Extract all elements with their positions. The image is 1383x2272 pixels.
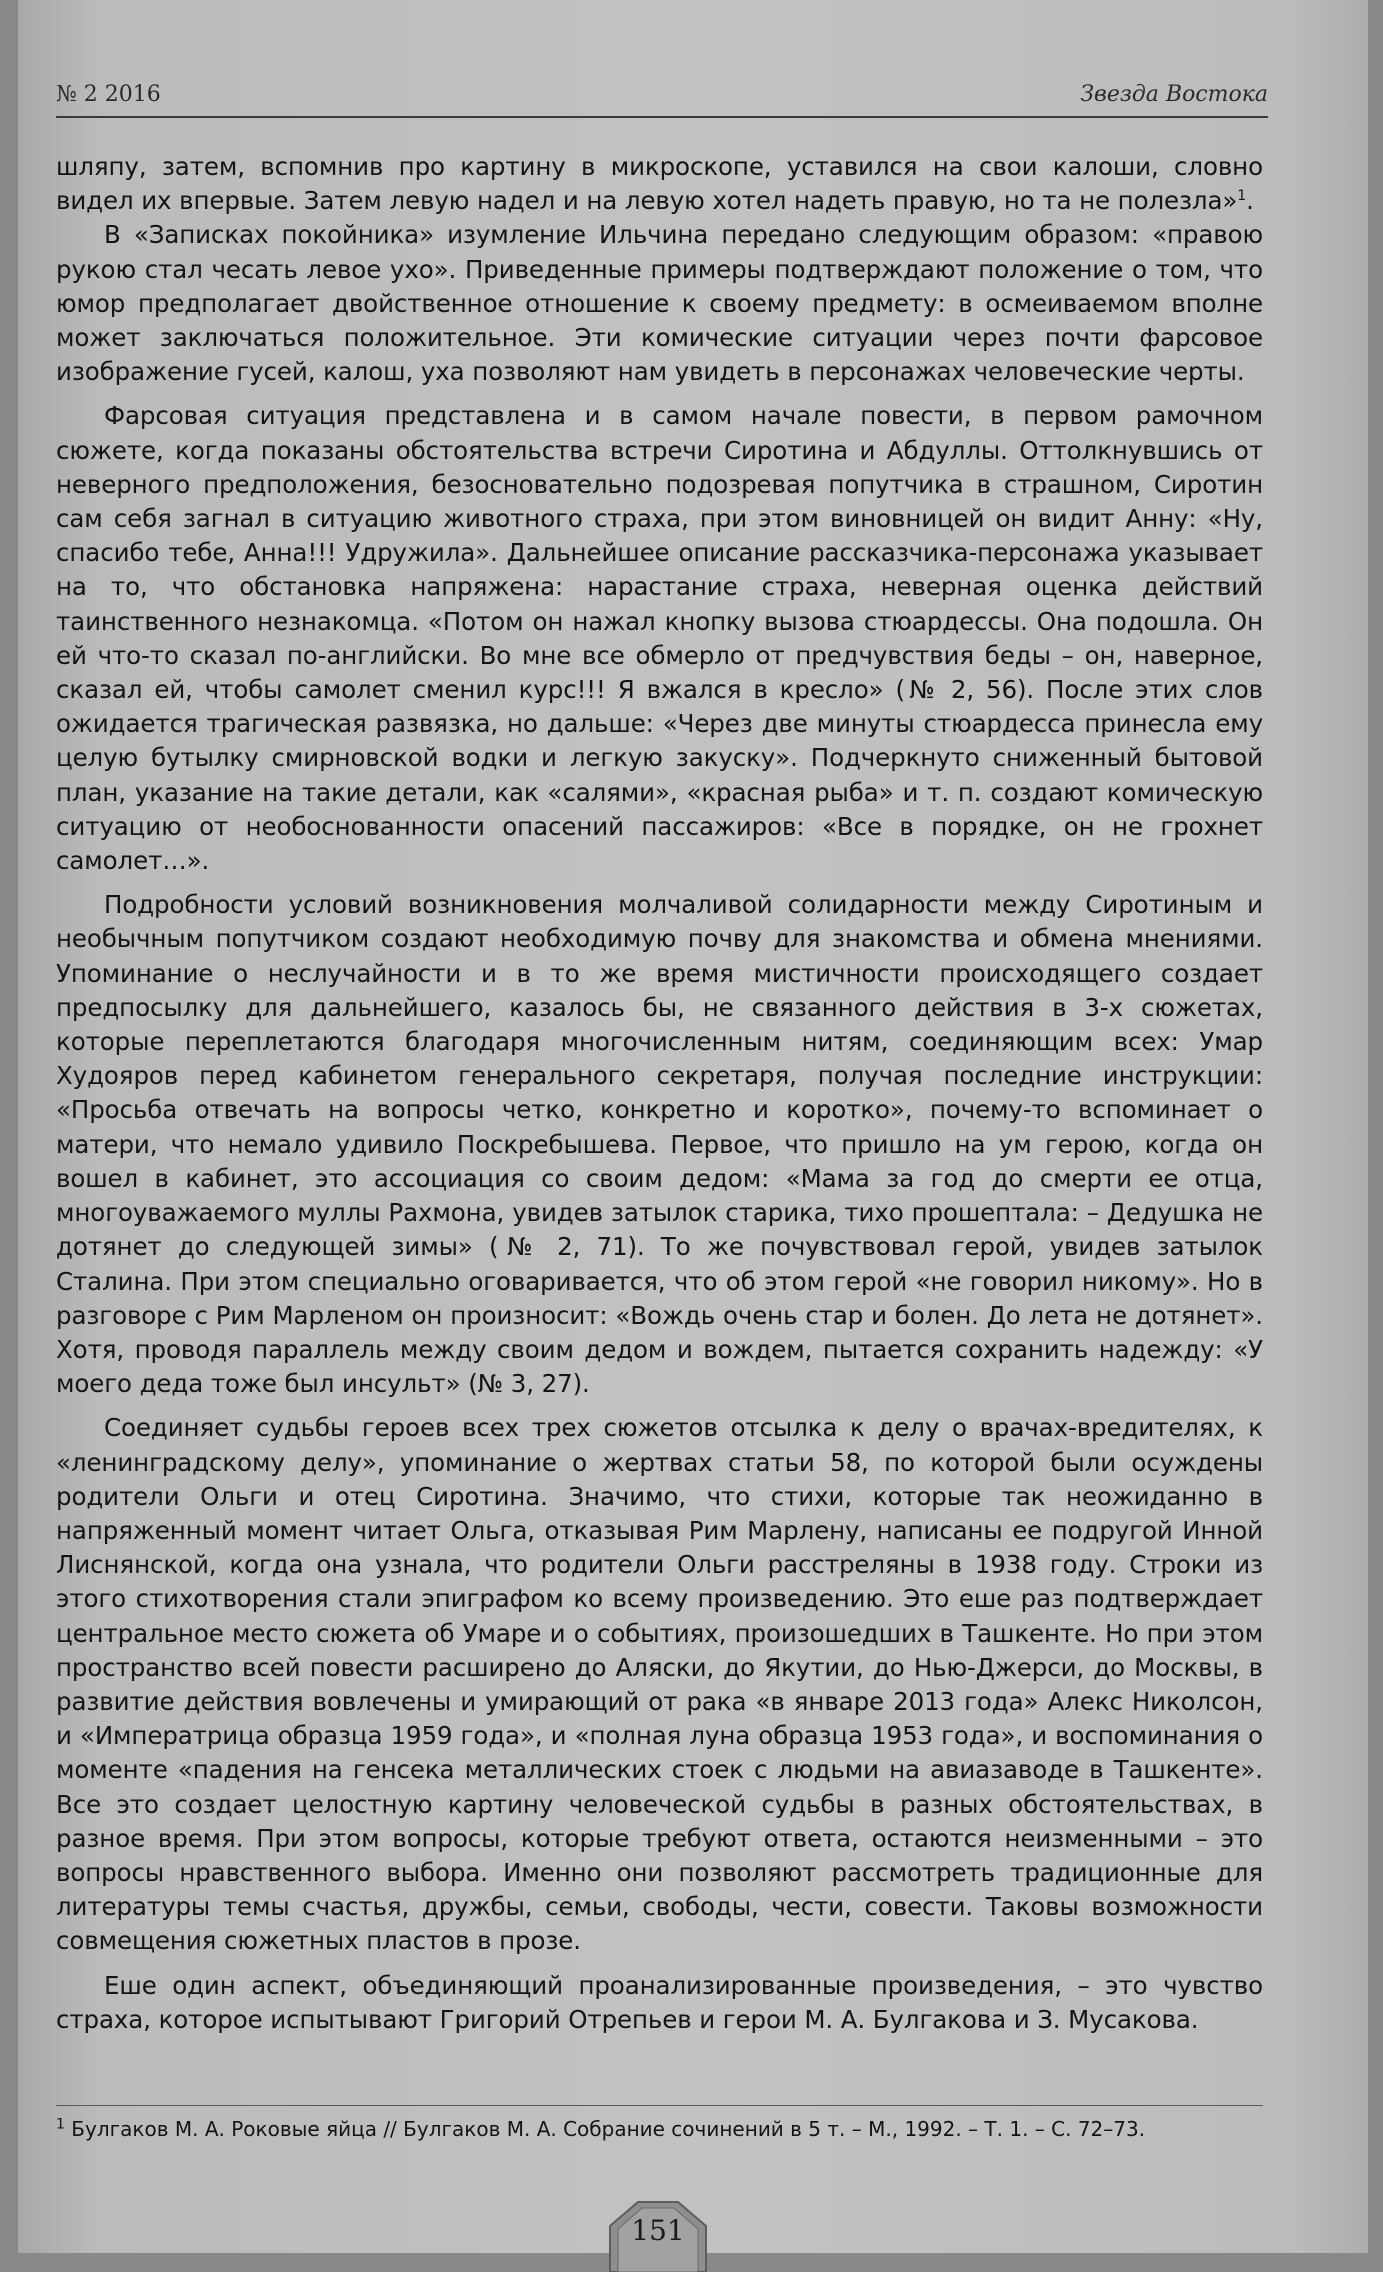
paragraph-1 [56,150,1263,218]
paragraph-3: Фарсовая ситуация представлена и в самом начале повести, в первом рамочном сюжете, когда показаны обстоятельства встречи Сиротина и Абдуллы. Оттолкнувшись от неверного предположения, безосновательно подозревая попутчика в страшном, Сиротин сам себя загнал в ситуацию животного страха, при этом виновницей он видит Анну: «Ну, спасибо тебе, Анна!!! Удружила». Дальнейшее описание рассказчика-персонажа указывает на то, что обстановка напряжена: нарастание страха, неверная оценка действий таинственного незнакомца. «Потом он нажал кнопку вызова стюардессы. Она подошла. Он ей что-то сказал по-английски. Во мне все обмерло от предчувствия беды – он, наверное, сказал ей, чтобы самолет сменил курс!!! Я вжался в кресло» (№ 2, 56). После этих слов ожидается трагическая развязка, но дальше: «Через две минуты стюардесса принесла ему целую бутылку смирновской водки и легкую закуску». Подчеркнуто сниженный бытовой план, указание на такие детали, как «салями», «красная рыба» и т. п. создают комическую ситуацию от необоснованности опасений пассажиров: «Все в порядке, он не грохнет самолет…». [56,401,1263,876]
paragraph-4: Подробности условий возникновения молчаливой солидарности между Сиротиным и необычным попутчиком создают необходимую почву для знакомства и обмена мнениями. Упоминание о неслучайности и в то же время мистичности происходящего создает предпосылку для дальнейшего, казалось бы, не связанного действия в 3-х сюжетах, которые переплетаются благодаря многочисленным нитям, соединяющим всех: Умар Худояров перед кабинетом генерального секретаря, получая последние инструкции: «Просьба отвечать на вопросы четко, конкретно и коротко», почему-то вспоминает о матери, что немало удивило Поскребышева. Первое, что пришло на ум герою, когда он вошел в кабинет, это ассоциация со своим дедом: «Мама за год до смерти ее отца, многоуважаемого муллы Рахмона, увидев затылок старика, тихо прошептала: – Дедушка не дотянет до следующей зимы» (№ 2, 71). То же почувствовал герой, увидев затылок Сталина. При этом специально оговаривается, что об этом герой «не говорил никому». Но в разговоре с Рим Марленом он произносит: «Вождь очень стар и болен. До лета не дотянет». Хотя, проводя параллель между своим дедом и вождем, пытается сохранить надежду: «У моего деда тоже был инсульт» (№ 3, 27). [56,890,1263,1399]
page-sheet [18,0,1368,2253]
running-header [56,76,1268,118]
footnote-text: Булгаков М. А. Роковые яйца // Булгаков М. А. Собрание сочинений в 5 т. – М., 1992. – Т. 1. – С. 72–73. [64,2117,1146,2141]
footnote-marker: 1 [56,2116,65,2133]
issue-number: № 2 2016 [56,82,161,107]
paragraph-2: В «Записках покойника» изумление Ильчина передано следующим образом: «правою рукою стал чесать левое ухо». Приведенные примеры подтверждают положение о том, что юмор предполагает двойственное отношение к своему предмету: в осмеиваемом вполне может заключаться положительное. Эти комические ситуации через почти фарсовое изображение гусей, калош, уха позволяют нам увидеть в персонажах человеческие черты. [56,220,1263,387]
paragraph-6: Еше один аспект, объединяющий проанализированные произведения, – это чувство страха, которое испытывают Григорий Отрепьев и герои М. А. Булгакова и З. Мусакова. [56,1970,1263,2034]
footnote-divider [56,2105,1263,2106]
page-number: 151 [631,2214,685,2247]
paragraph-1-end: . [1246,186,1254,216]
footnote-ref[interactable]: 1 [1237,188,1247,205]
paragraph-1-text: шляпу, затем, вспомнив про картину в микроскопе, уставился на свои калоши, словно видел их впервые. Затем левую надел и на левую хотел надеть правую, но та не полезла» [56,152,1263,216]
footnote [56,2116,1263,2142]
journal-title: Звезда Востока [1080,82,1268,107]
article-body [56,150,1263,2037]
paragraph-5: Соединяет судьбы героев всех трех сюжетов отсылка к делу о врачах-вредителях, к «ленинградскому делу», упоминание о жертвах статьи 58, по которой были осуждены родители Ольги и отец Сиротина. Значимо, что стихи, которые так неожиданно в напряженный момент читает Ольга, отказывая Рим Марлену, написаны ее подругой Инной Лиснянской, когда она узнала, что родители Ольги расстреляны в 1938 году. Строки из этого стихотворения стали эпиграфом ко всему произведению. Это еше раз подтверждает центральное место сюжета об Умаре и о событиях, произошедших в Ташкенте. Но при этом пространство всей повести расширено до Аляски, до Якутии, до Нью-Джерси, до Москвы, в развитие действия вовлечены и умирающий от рака «в январе 2013 года» Алекс Николсон, и «Императрица образца 1959 года», и «полная луна образца 1953 года», и воспоминания о моменте «падения на генсека металлических стоек с людьми на авиазаводе в Ташкенте». Все это создает целостную картину человеческой судьбы в разных обстоятельствах, в разное время. При этом вопросы, которые требуют ответа, остаются неизменными – это вопросы нравственного выбора. Именно они позволяют рассмотреть традиционные для литературы темы счастья, дружбы, семьи, свободы, чести, совести. Таковы возможности совмещения сюжетных пластов в прозе. [56,1413,1263,1956]
page-number-badge [608,2200,708,2272]
